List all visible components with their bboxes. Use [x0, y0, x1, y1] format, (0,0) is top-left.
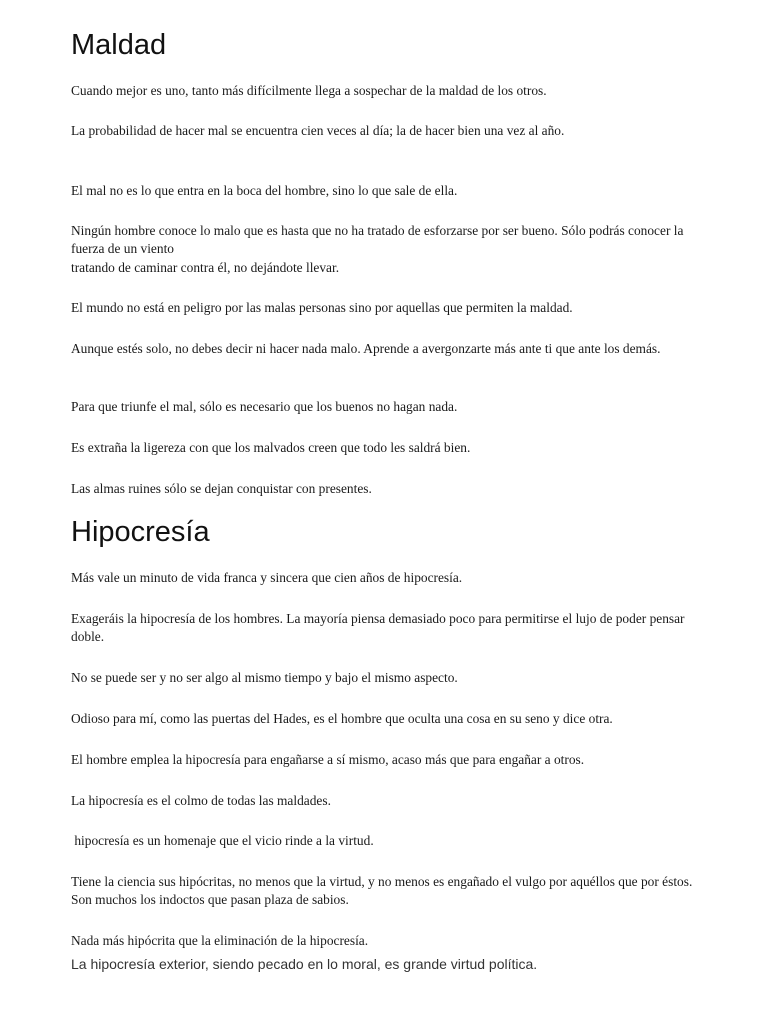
quote-paragraph: La probabilidad de hacer mal se encuentra cien veces al día; la de hacer bien una vez al año. — [71, 123, 565, 138]
quote-paragraph: Para que triunfe el mal, sólo es necesario que los buenos no hagan nada. — [71, 399, 458, 414]
quote-paragraph: La hipocresía es el colmo de todas las maldades. — [71, 793, 331, 808]
quote-paragraph: Cuando mejor es uno, tanto más difícilmente llega a sospechar de la maldad de los otros. — [71, 83, 547, 98]
quote-paragraph: No se puede ser y no ser algo al mismo tiempo y bajo el mismo aspecto. — [71, 670, 458, 685]
quote-paragraph: Ningún hombre conoce lo malo que es hasta que no ha tratado de esforzarse por ser bueno. Sólo podrás conocer la fuerza de un viento — [71, 223, 684, 256]
quote-paragraph: Exageráis la hipocresía de los hombres. La mayoría piensa demasiado poco para permitirse el lujo de poder pensar doble. — [71, 611, 685, 644]
section-heading-hipocresia: Hipocresía — [71, 516, 210, 548]
quote-paragraph: El mal no es lo que entra en la boca del hombre, sino lo que sale de ella. — [71, 183, 458, 198]
section-heading-maldad: Maldad — [71, 29, 167, 61]
quote-paragraph: Es extraña la ligereza con que los malvados creen que todo les saldrá bien. — [71, 440, 471, 455]
quote-paragraph: Tiene la ciencia sus hipócritas, no menos que la virtud, y no menos es engañado el vulgo por aquéllos que por éstos. Son muchos los indoctos que pasan plaza de sabios. — [71, 874, 693, 907]
quote-paragraph-sans: La hipocresía exterior, siendo pecado en lo moral, es grande virtud política. — [71, 956, 538, 972]
quote-paragraph: El hombre emplea la hipocresía para engañarse a sí mismo, acaso más que para engañar a otros. — [71, 752, 585, 767]
quote-paragraph: tratando de caminar contra él, no dejándote llevar. — [71, 260, 340, 275]
quote-paragraph: Nada más hipócrita que la eliminación de la hipocresía. — [71, 933, 369, 948]
quote-paragraph: Odioso para mí, como las puertas del Hades, es el hombre que oculta una cosa en su seno y dice otra. — [71, 711, 613, 726]
quote-paragraph: Más vale un minuto de vida franca y sincera que cien años de hipocresía. — [71, 570, 463, 585]
quote-paragraph: El mundo no está en peligro por las malas personas sino por aquellas que permiten la maldad. — [71, 300, 573, 315]
quote-paragraph: Aunque estés solo, no debes decir ni hacer nada malo. Aprende a avergonzarte más ante ti que ante los demás. — [71, 341, 661, 356]
quote-paragraph: Las almas ruines sólo se dejan conquistar con presentes. — [71, 481, 372, 496]
quote-paragraph: hipocresía es un homenaje que el vicio rinde a la virtud. — [71, 833, 374, 848]
